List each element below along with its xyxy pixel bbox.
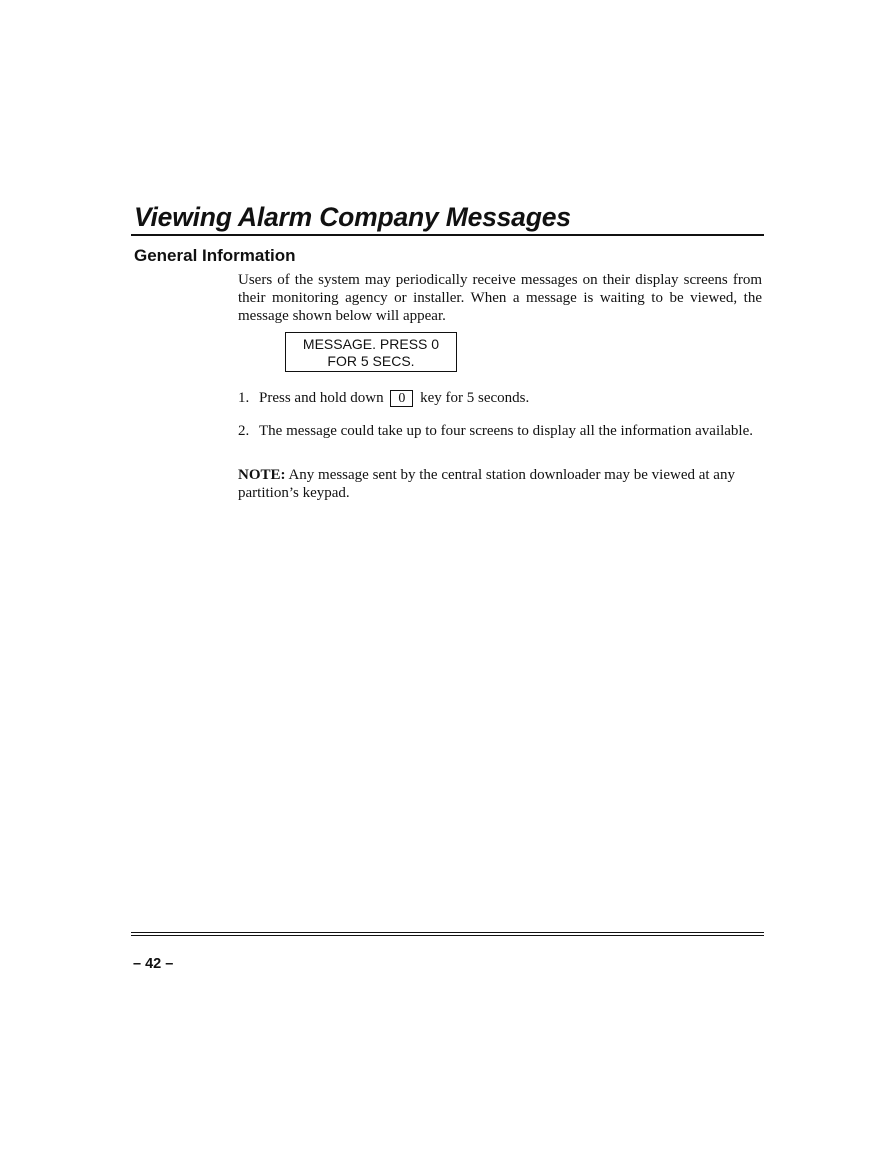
step-number: 1. [238,390,250,406]
page-number: – 42 – [133,956,174,972]
step-text-after: key for 5 seconds. [420,390,530,406]
key-0-box: 0 [390,390,413,407]
step-number: 2. [238,423,250,439]
note-label: NOTE: [238,467,286,483]
footer-rule-top [131,932,764,933]
title-rule [131,234,764,236]
intro-paragraph: Users of the system may periodically receive messages on their display screens from their monitoring agency or installer. When a message is waiting to be viewed, the message shown below will appear. [238,272,762,324]
note-paragraph [238,466,762,502]
step-text: The message could take up to four screens to display all the information available. [259,423,754,439]
display-line-1: MESSAGE. PRESS 0 [302,336,440,352]
note-text: Any message sent by the central station downloader may be viewed at any partition’s keypad. [238,467,735,501]
section-heading: General Information [134,246,296,265]
step-2 [238,422,762,440]
step-text-before: Press and hold down [259,390,384,406]
footer-rule-bottom [131,935,764,936]
step-text [259,389,762,407]
display-line-2: FOR 5 SECS. [327,353,415,369]
keypad-display-message [285,332,457,372]
page-title: Viewing Alarm Company Messages [134,202,571,232]
step-1 [238,389,762,407]
